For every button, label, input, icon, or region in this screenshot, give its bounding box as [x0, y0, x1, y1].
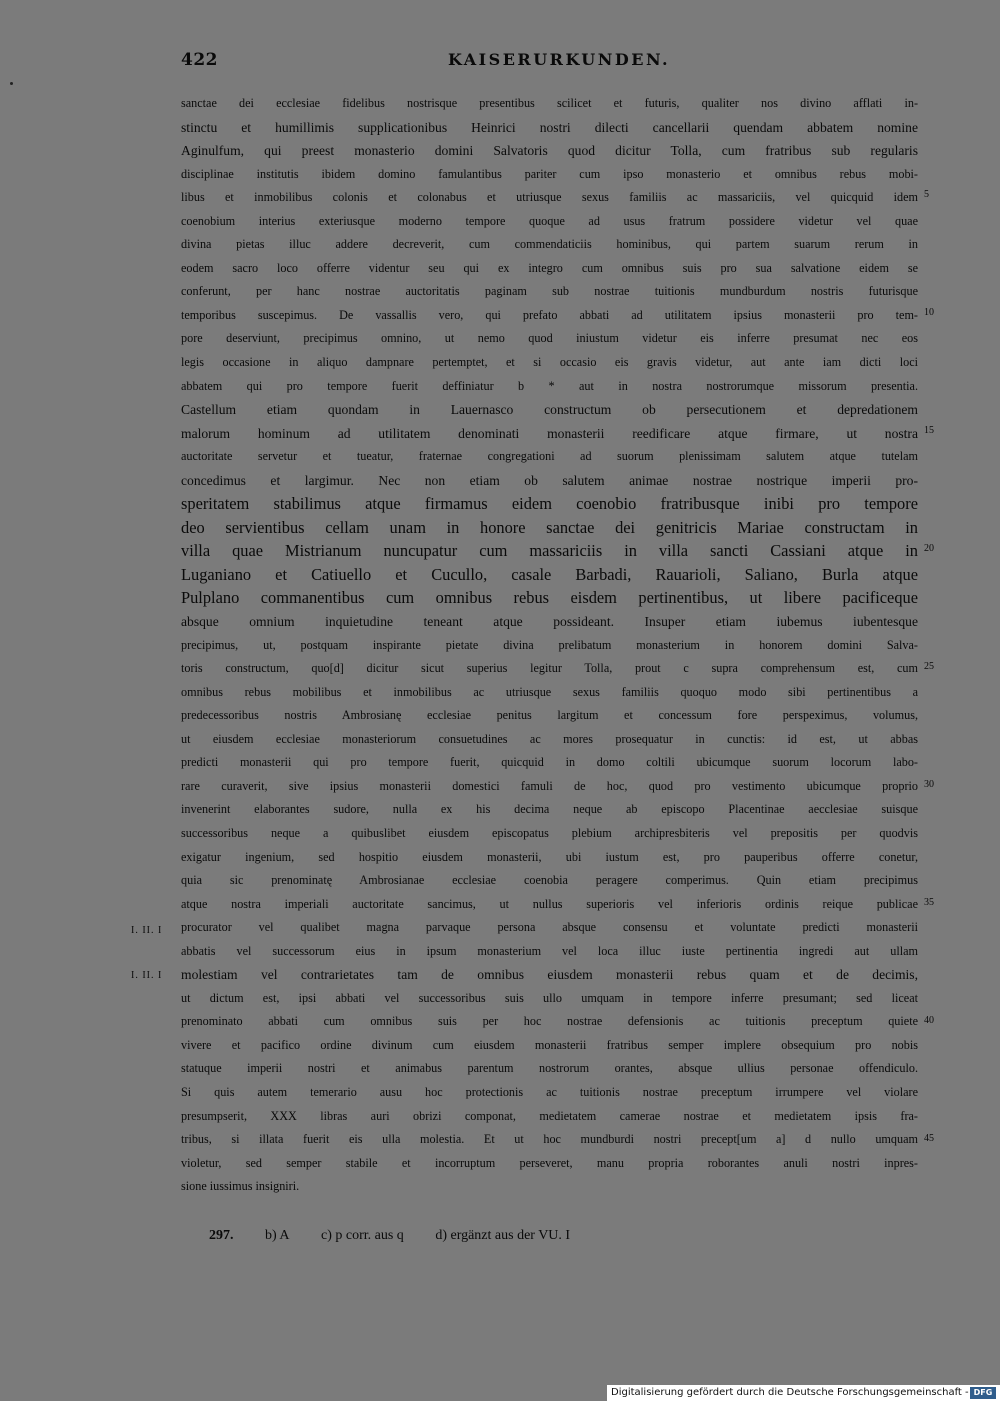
line-number: 5 — [924, 189, 929, 200]
line-number: 10 — [924, 307, 934, 318]
text-line: deo servientibus cellam unam in honore sanctae dei genitricis Mariae constructam in — [181, 517, 918, 537]
line-number: 15 — [924, 425, 934, 436]
text-line: precipimus, ut, postquam inspirante pietate divina prelibatum monasterium in honorem domini Salva- — [181, 637, 918, 652]
text-line: presumpserit, XXX libras auri obrizi componat, medietatem camerae nostrae et medietatem ipsis fra- — [181, 1108, 918, 1123]
line-number: 20 — [924, 543, 934, 554]
text-line: quia sic prenominatę Ambrosianae ecclesiae coenobia peragere comperimus. Quin etiam precipimus — [181, 873, 918, 888]
footnote-doc-number: 297. — [209, 1228, 234, 1243]
text-line: exigatur ingenium, sed hospitio eiusdem monasterii, ubi iustum est, pro pauperibus offerre conetur, — [181, 849, 918, 864]
text-line: Si quis autem temerario ausu hoc protectionis ac tuitionis nostrae preceptum irrumpere vel violare — [181, 1084, 918, 1099]
text-line: disciplinae institutis ibidem domino famulantibus pariter cum ipso monasterio et omnibus rebus mobi- — [181, 166, 918, 181]
text-line: stinctu et humillimis supplicationibus Heinrici nostri dilecti cancellarii quendam abbatem nomine — [181, 119, 918, 135]
text-line: ut dictum est, ipsi abbati vel successoribus suis ullo umquam in tempore inferre presumant; sed liceat — [181, 990, 918, 1005]
line-number: 30 — [924, 779, 934, 790]
dfg-logo: DFG — [970, 1387, 996, 1399]
margin-reference: I. II. I — [131, 925, 163, 936]
text-line: statuque imperii nostri et animabus parentum nostrorum orantes, absque ullius personae offendiculo. — [181, 1061, 918, 1076]
line-number: 25 — [924, 661, 934, 672]
margin-reference: I. II. I — [131, 970, 163, 981]
line-number: 45 — [924, 1133, 934, 1144]
footnotes — [209, 1228, 598, 1244]
text-line: malorum hominum ad utilitatem denominati monasterii reedificare atque firmare, ut nostra — [181, 425, 918, 441]
text-line: vivere et pacifico ordine divinum cum eiusdem monasterii fratribus semper implere obsequium pro nobis — [181, 1037, 918, 1052]
running-header-title: KAISERURKUNDEN. — [448, 50, 671, 69]
footnote: b) A — [265, 1228, 290, 1243]
text-line: molestiam vel contrarietates tam de omnibus eiusdem monasterii rebus quam et de decimis, — [181, 967, 918, 983]
text-line: coenobium interius exteriusque moderno tempore quoque ad usus fratrum possidere videtur vel quae — [181, 213, 918, 228]
text-line: Castellum etiam quondam in Lauernasco constructum ob persecutionem et depredationem — [181, 402, 918, 418]
scan-speck — [10, 82, 13, 85]
text-line: predecessoribus nostris Ambrosianę ecclesiae penitus largitum et concessum fore perspeximus, volumus, — [181, 708, 918, 723]
text-line: pore deserviunt, precipimus omnino, ut nemo quod iniustum videtur eis inferre presumat nec eos — [181, 331, 918, 346]
text-line: speritatem stabilimus atque firmamus eidem coenobio fratribusque inibi pro tempore — [181, 494, 918, 514]
text-line: sanctae dei ecclesiae fidelibus nostrisque presentibus scilicet et futuris, qualiter nos divino afflati in- — [181, 96, 918, 110]
text-line: omnibus rebus mobilibus et inmobilibus ac utriusque sexus familiis quoquo modo sibi pertinentibus a — [181, 684, 918, 699]
line-number: 40 — [924, 1015, 934, 1026]
text-line: divina pietas illuc addere decreverit, cum commendaticiis hominibus, qui partem suarum rerum in — [181, 237, 918, 252]
text-line: atque nostra imperiali auctoritate sancimus, ut nullus superioris vel inferioris ordinis reique publicae — [181, 896, 918, 911]
text-line: Luganiano et Catiuello et Cucullo, casale Barbadi, Rauarioli, Saliano, Burla atque — [181, 564, 918, 584]
text-line: abbatis vel successorum eius in ipsum monasterium vel loca illuc iuste pertinentia ingredi aut ullam — [181, 943, 918, 958]
text-line: predicti monasterii qui pro tempore fuerit, quicquid in domo coltili ubicumque suorum locorum labo- — [181, 755, 918, 770]
text-line: auctoritate servetur et tueatur, fraternae congregationi ad suorum plenissimam salutem atque tutelam — [181, 449, 918, 464]
line-number: 35 — [924, 897, 934, 908]
text-line: successoribus neque a quibuslibet eiusdem episcopatus plebium archipresbiteris vel prepositis per quodvis — [181, 825, 918, 840]
text-line: procurator vel qualibet magna parvaque persona absque consensu et voluntate predicti monasterii — [181, 920, 918, 935]
text-line: Pulplano commanentibus cum omnibus rebus eisdem pertinentibus, ut libere pacificeque — [181, 588, 918, 608]
charter-text — [181, 92, 918, 1199]
digitization-credit — [607, 1385, 1000, 1401]
text-line: sione iussimus insigniri. — [181, 1179, 300, 1194]
text-line: Aginulfum, qui preest monasterio domini Salvatoris quod dicitur Tolla, cum fratribus sub regularis — [181, 143, 918, 159]
footnote: d) ergänzt aus der VU. I — [435, 1228, 571, 1243]
page-number: 422 — [181, 50, 218, 70]
text-line: ut eiusdem ecclesiae monasteriorum consuetudines ac mores prosequatur in cunctis: id est, ut abbas — [181, 731, 918, 746]
text-line: temporibus suscepimus. De vassallis vero, qui prefato abbati ad utilitatem ipsius monasterii pro tem- — [181, 307, 918, 322]
text-line: rare curaverit, sive ipsius monasterii domestici famuli de hoc, quod pro vestimento ubicumque proprio — [181, 778, 918, 793]
text-line: legis occasione in aliquo dampnare pertemptet, et si occasio eis gravis videtur, aut ante iam dicti loci — [181, 355, 918, 370]
footnote: c) p corr. aus q — [321, 1228, 404, 1243]
text-line: absque omnium inquietudine teneant atque possideant. Insuper etiam iubemus iubentesque — [181, 614, 918, 630]
credit-text: Digitalisierung gefördert durch die Deutsche Forschungsgemeinschaft - — [611, 1387, 969, 1398]
text-line: concedimus et largimur. Nec non etiam ob salutem animae nostrae nostrique imperii pro- — [181, 472, 918, 488]
text-line: abbatem qui pro tempore fuerit deffiniatur b * aut in nostra nostrorumque missorum presentia. — [181, 378, 918, 393]
text-line: invenerint elaborantes sudore, nulla ex his decima neque ab episcopo Placentinae aecclesiae suisque — [181, 802, 918, 817]
text-line: eodem sacro loco offerre videntur seu qui ex integro cum omnibus suis pro sua salvatione eidem se — [181, 260, 918, 275]
text-line: tribus, si illata fuerit eis ulla molestia. Et ut hoc mundburdi nostri precept[um a] d nullo umquam — [181, 1132, 918, 1147]
text-line: conferunt, per hanc nostrae auctoritatis paginam sub nostrae tuitionis mundburdum nostris futurisque — [181, 284, 918, 299]
text-line: prenominato abbati cum omnibus suis per hoc nostrae defensionis ac tuitionis preceptum quiete — [181, 1014, 918, 1029]
text-line: libus et inmobilibus colonis et colonabus et utriusque sexus familiis ac massariciis, vel quicquid idem — [181, 190, 918, 205]
text-line: violetur, sed semper stabile et incorruptum perseveret, manu propria roborantes anuli nostri inpres- — [181, 1155, 918, 1170]
text-line: toris constructum, quo[d] dicitur sicut superius legitur Tolla, prout c supra comprehensum est, cum — [181, 661, 918, 676]
text-line: villa quae Mistrianum nuncupatur cum massariciis in villa sancti Cassiani atque in — [181, 541, 918, 561]
